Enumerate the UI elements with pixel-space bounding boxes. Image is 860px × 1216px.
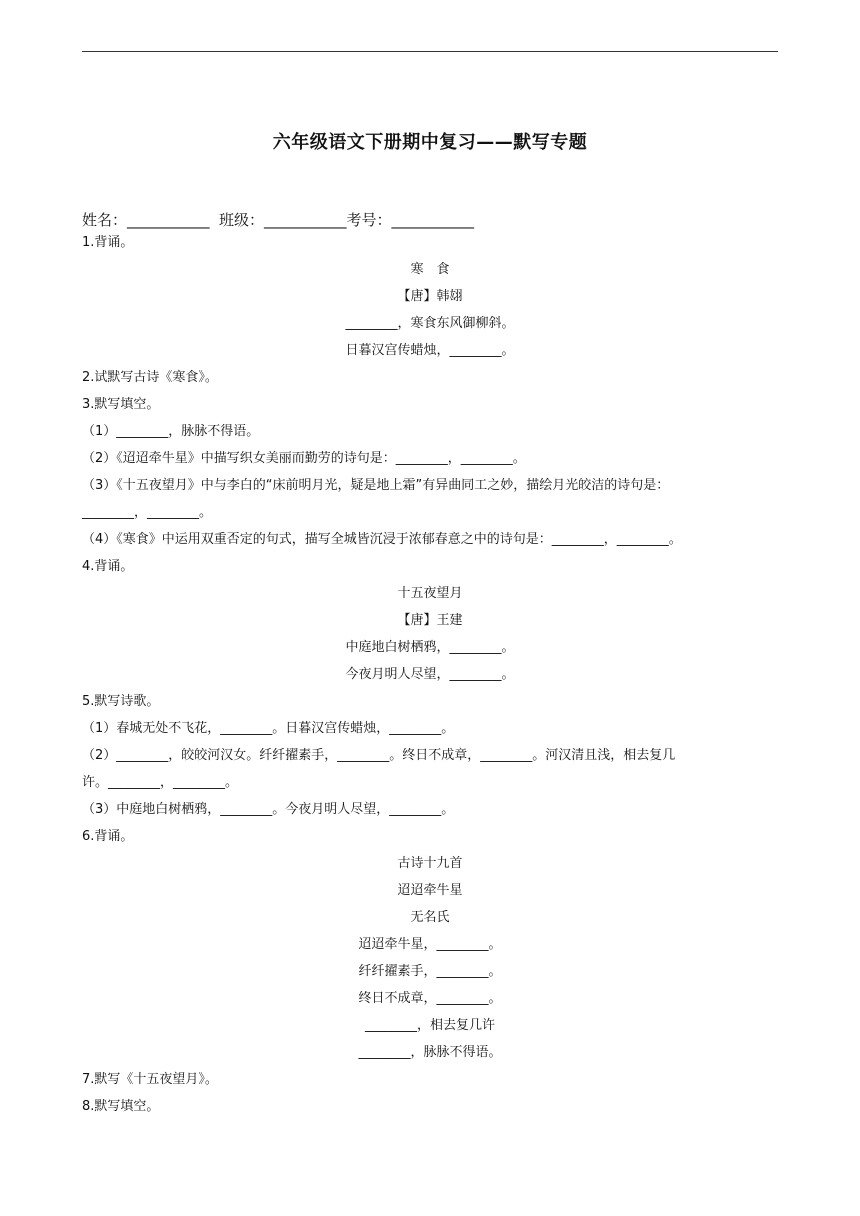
- sub-question: （2）《迢迢牵牛星》中描写织女美丽而勤劳的诗句是：________，________。: [82, 451, 526, 466]
- page-title: 六年级语文下册期中复习——默写专题: [272, 132, 588, 153]
- question-6: 6.背诵。: [82, 829, 134, 844]
- poem-line: 迢迢牵牛星，________。: [358, 937, 502, 952]
- poem-line: ________，寒食东风御柳斜。: [345, 316, 515, 331]
- sub-question: （1）春城无处不飞花，________。日暮汉宫传蜡烛，________。: [82, 721, 455, 736]
- question-3: 3.默写填空。: [82, 397, 160, 412]
- sub-question: （3）《十五夜望月》中与李白的“床前明月光，疑是地上霜”有异曲同工之妙，描绘月光皎洁的诗句是：: [82, 478, 670, 493]
- poem-line: ________，脉脉不得语。: [358, 1045, 502, 1060]
- poem-author: 【唐】韩翃: [397, 289, 463, 304]
- sub-question-cont: ________，________。: [82, 505, 213, 520]
- poem-title: 寒 食: [410, 262, 450, 277]
- question-2: 2.试默写古诗《寒食》。: [82, 370, 218, 385]
- sub-question-cont: 许。________，________。: [82, 775, 239, 790]
- poem-line: ________，相去复几许: [364, 1018, 495, 1033]
- poem-title: 十五夜望月: [397, 586, 463, 601]
- poem-line: 中庭地白树栖鸦，________。: [345, 640, 515, 655]
- header-rule: [82, 51, 778, 52]
- sub-question: （4）《寒食》中运用双重否定的句式，描写全城皆沉浸于浓郁春意之中的诗句是：________，________。: [82, 532, 682, 547]
- poem-line: 今夜月明人尽望，________。: [345, 667, 515, 682]
- question-5: 5.默写诗歌。: [82, 694, 160, 709]
- question-1: 1.背诵。: [82, 235, 134, 250]
- poem-author: 【唐】王建: [397, 613, 463, 628]
- student-info-line: 姓名：___________ 班级：___________考号：___________: [82, 211, 475, 229]
- question-8: 8.默写填空。: [82, 1099, 160, 1114]
- question-4: 4.背诵。: [82, 559, 134, 574]
- poem-line: 纤纤擢素手，________。: [358, 964, 502, 979]
- sub-question: （1）________，脉脉不得语。: [82, 424, 260, 439]
- poem-author: 无名氏: [410, 910, 450, 925]
- sub-question: （2）________，皎皎河汉女。纤纤擢素手，________。终日不成章，________。河汉清且浅，相去复几: [82, 748, 676, 763]
- poem-line: 终日不成章，________。: [358, 991, 502, 1006]
- poem-collection-title: 古诗十九首: [397, 856, 463, 871]
- sub-question: （3）中庭地白树栖鸦，________。今夜月明人尽望，________。: [82, 802, 455, 817]
- poem-title: 迢迢牵牛星: [397, 883, 463, 898]
- poem-line: 日暮汉宫传蜡烛，________。: [345, 343, 515, 358]
- question-7: 7.默写《十五夜望月》。: [82, 1072, 218, 1087]
